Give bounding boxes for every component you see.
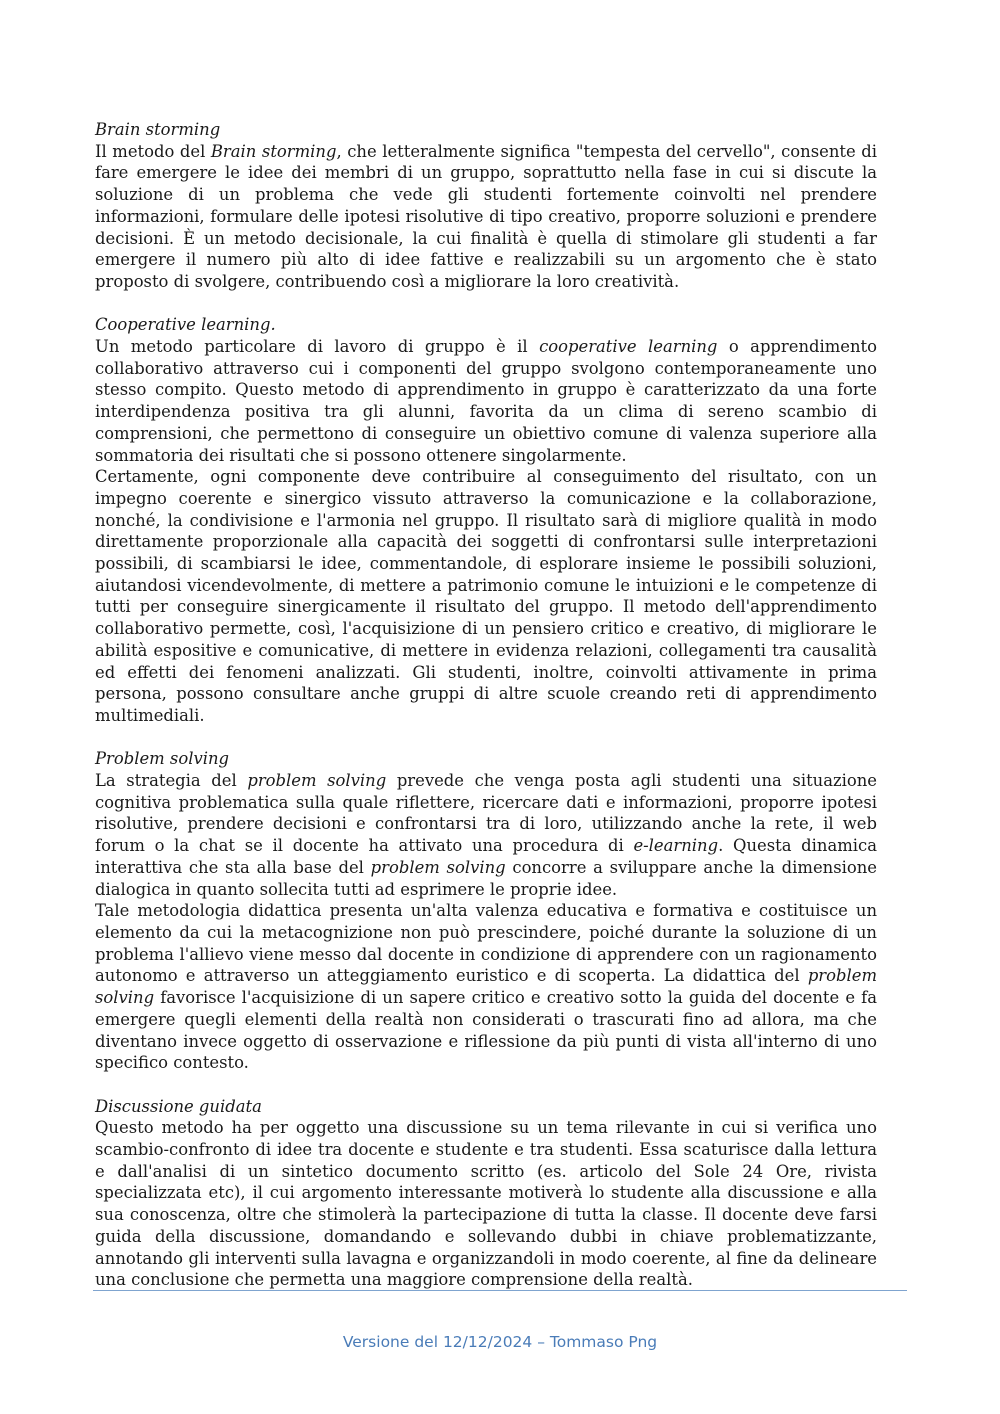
italic-term: cooperative learning <box>539 337 718 357</box>
section-cooperative-learning <box>95 314 877 726</box>
section-discussione-guidata <box>95 1096 877 1291</box>
section-paragraph <box>95 900 877 1074</box>
text-run: concorre a sviluppare anche la dimensione dialogica in quanto sollecita tutti ad esprimere le proprie idee. <box>95 857 877 899</box>
italic-term: Brain storming <box>210 141 337 161</box>
italic-term: problem solving <box>95 966 877 1008</box>
text-run: Questo metodo ha per oggetto una discussione su un tema rilevante in cui si verifica uno scambio-confronto di idee tra docente e studente e tra studenti. Essa scaturisce dalla lettura e dall'analisi di un sintetico documento scritto (es. articolo del Sole 24 Ore, rivista specializzata etc), il cui argomento interessante motiverà lo studente alla discussione e alla sua conoscenza, oltre che stimolerà la partecipazione di tutta la classe. Il docente deve farsi guida della discussione, domandando e sollevando dubbi in chiave problematizzante, annotando gli interventi sulla lavagna e organizzandoli in modo coerente, al fine da delineare una conclusione che permetta una maggiore comprensione della realtà. <box>95 1118 877 1290</box>
text-run: Certamente, ogni componente deve contribuire al conseguimento del risultato, con un impegno coerente e sinergico vissuto attraverso la comunicazione e la collaborazione, nonché, la condivisione e l'armonia nel gruppo. Il risultato sarà di migliore qualità in modo direttamente proporzionale alla capacità dei soggetti di confrontarsi sulle interpretazioni possibili, di scambiarsi le idee, commentandole, di esplorare insieme le possibili soluzioni, aiutandosi vicendevolmente, di mettere a patrimonio comune le intuizioni e le competenze di tutti per conseguire sinergicamente il risultato del gruppo. Il metodo dell'apprendimento collaborativo permette, così, l'acquisizione di un pensiero critico e creativo, di migliorare le abilità espositive e comunicative, di mettere in evidenza relazioni, collegamenti tra causalità ed effetti dei fenomeni analizzati. Gli studenti, inoltre, coinvolti attivamente in prima persona, possono consultare anche gruppi di altre scuole creando reti di apprendimento multimediali. <box>95 467 877 725</box>
section-heading: Problem solving <box>95 749 229 769</box>
text-run: Il metodo del <box>95 141 211 161</box>
italic-term: e-learning <box>633 836 719 856</box>
section-paragraph <box>95 770 877 900</box>
section-paragraph <box>95 141 877 293</box>
text-run: favorisce l'acquisizione di un sapere critico e creativo sotto la guida del docente e fa emergere quegli elementi della realtà non considerati o trascurati fino ad allora, ma che diventano invece oggetto di osservazione e riflessione da più punti di vista all'interno di uno specifico contesto. <box>95 988 877 1073</box>
section-paragraph <box>95 1117 877 1291</box>
italic-term: problem solving <box>247 771 387 791</box>
text-run: Un metodo particolare di lavoro di gruppo è il <box>95 337 540 357</box>
footer-divider <box>93 1290 907 1291</box>
section-heading: Brain storming <box>95 120 221 139</box>
footer-version-text: Versione del 12/12/2024 – Tommaso Png <box>342 1333 658 1351</box>
section-paragraph <box>95 336 877 466</box>
text-run: Tale metodologia didattica presenta un'alta valenza educativa e formativa e costituisce un elemento da cui la metacognizione non può prescindere, poiché durante la soluzione di un problema l'allievo viene messo dal docente in condizione di apprendere con un ragionamento autonomo e attraverso un atteggiamento euristico e di scoperta. La didattica del <box>95 901 877 986</box>
text-run: . Questa dinamica interattiva che sta alla base del <box>95 836 877 877</box>
section-problem-solving <box>95 748 877 1074</box>
section-heading: Discussione guidata <box>95 1096 262 1116</box>
text-run: prevede che venga posta agli studenti una situazione cognitiva problematica sulla quale riflettere, ricercare dati e informazioni, proporre ipotesi risolutive, prendere decisioni e confrontarsi tra di loro, utilizzando anche la rete, il web forum o la chat se il docente ha attivato una procedura di <box>95 771 877 856</box>
section-heading: Cooperative learning. <box>95 315 276 335</box>
text-run: o apprendimento collaborativo attraverso cui i componenti del gruppo svolgono contemporaneamente uno stesso compito. Questo metodo di apprendimento in gruppo è caratterizzato da una forte interdipendenza positiva tra gli alunni, favorita da un clima di sereno scambio di comprensioni, che permettono di conseguire un obiettivo comune di valenza superiore alla sommatoria dei risultati che si possono ottenere singolarmente. <box>95 337 878 465</box>
section-brain-storming <box>95 119 877 293</box>
document-body <box>95 119 877 1313</box>
italic-term: problem solving <box>370 857 506 877</box>
text-run: La strategia del <box>95 771 248 791</box>
section-paragraph <box>95 466 877 726</box>
text-run: , che letteralmente significa "tempesta del cervello", consente di fare emergere le idee dei membri di un gruppo, soprattutto nella fase in cui si discute la soluzione di un problema che vede gli studenti fortemente coinvolti nel prendere informazioni, formulare delle ipotesi risolutive di tipo creativo, proporre soluzioni e prendere decisioni. È un metodo decisionale, la cui finalità è quella di stimolare gli studenti a far emergere il numero più alto di idee fattive e realizzabili su un argomento che è stato proposto di svolgere, contribuendo così a migliorare la loro creatività. <box>95 141 877 291</box>
